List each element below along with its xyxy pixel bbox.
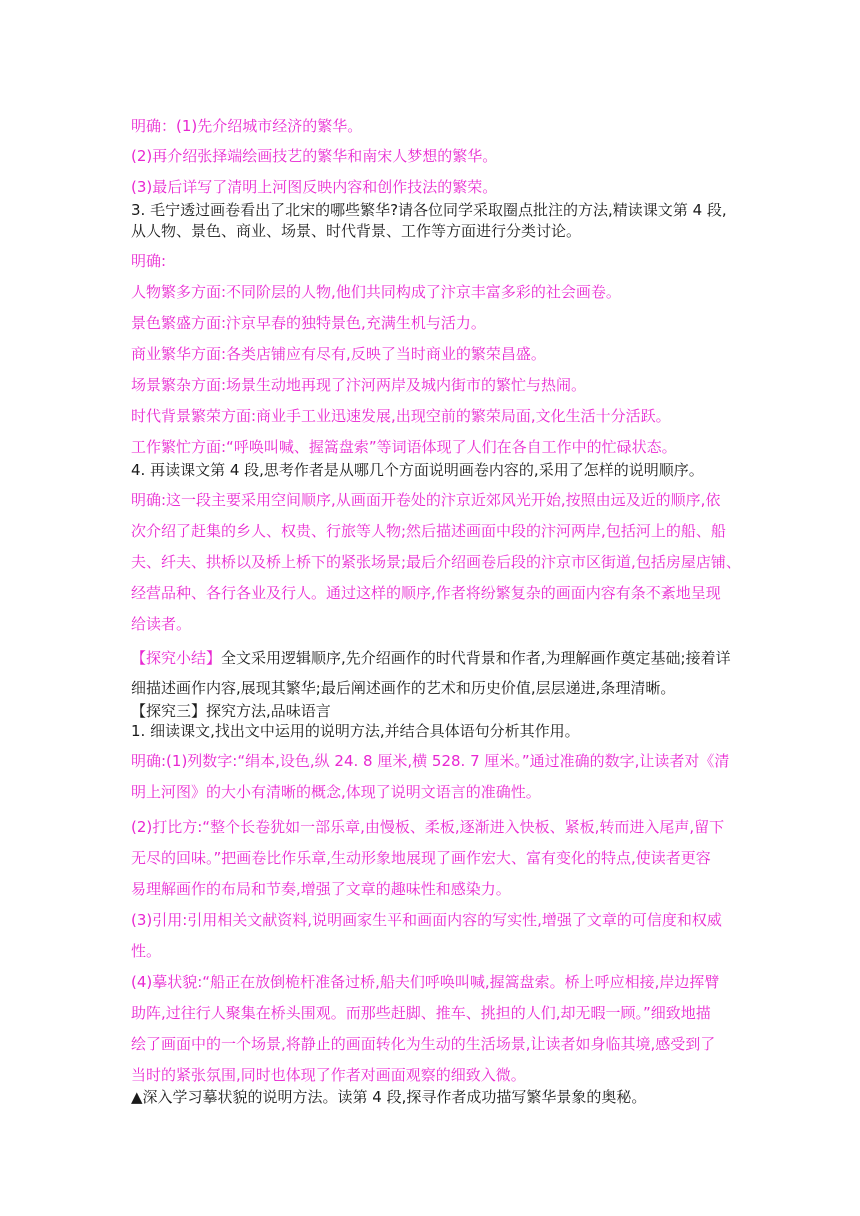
- answer-line: 商业繁华方面:各类店铺应有尽有,反映了当时商业的繁荣昌盛。: [131, 345, 546, 363]
- answer-line: 明确:(1)列数字:“绢本,设色,纵 24. 8 厘米,横 528. 7 厘米。”通过准确的数字,让读者对《清: [131, 752, 730, 770]
- answer-line: 给读者。: [131, 615, 192, 633]
- answer-line: 性。: [131, 942, 162, 960]
- question-line: 4. 再读课文第 4 段,思考作者是从哪几个方面说明画卷内容的,采用了怎样的说明顺序。: [131, 461, 704, 479]
- instruction-line: ▲深入学习摹状貌的说明方法。读第 4 段,探寻作者成功描写繁华景象的奥秘。: [131, 1088, 647, 1106]
- answer-line: 景色繁盛方面:汴京早春的独特景色,充满生机与活力。: [131, 314, 486, 332]
- question-line: 3. 毛宁透过画卷看出了北宋的哪些繁华?请各位同学采取圈点批注的方法,精读课文第 4 段,: [131, 201, 727, 219]
- answer-line: (3)引用:引用相关文献资料,说明画家生平和画面内容的写实性,增强了文章的可信度和权威: [131, 911, 722, 929]
- answer-line: (2)打比方:“整个长卷犹如一部乐章,由慢板、柔板,逐渐进入快板、紧板,转而进入尾声,留下: [131, 818, 725, 836]
- answer-line: 助阵,过往行人聚集在桥头围观。而那些赶脚、推车、挑担的人们,却无暇一顾。”细致地描: [131, 1004, 711, 1022]
- question-line: 1. 细读课文,找出文中运用的说明方法,并结合具体语句分析其作用。: [131, 722, 580, 740]
- answer-line: 人物繁多方面:不同阶层的人物,他们共同构成了汴京丰富多彩的社会画卷。: [131, 283, 621, 301]
- answer-line: 明确：(1)先介绍城市经济的繁华。: [131, 117, 363, 135]
- answer-line: 夫、纤夫、拱桥以及桥上桥下的紧张场景;最后介绍画卷后段的汴京市区街道,包括房屋店铺、: [131, 553, 741, 571]
- answer-line: 明确:这一段主要采用空间顺序,从画面开卷处的汴京近郊风光开始,按照由远及近的顺序,依: [131, 491, 721, 509]
- answer-line: 无尽的回味。”把画卷比作乐章,生动形象地展现了画作宏大、富有变化的特点,使读者更容: [131, 849, 711, 867]
- section-heading: 【探究三】探究方法,品味语言: [131, 702, 331, 720]
- answer-line: 经营品种、各行各业及行人。通过这样的顺序,作者将纷繁复杂的画面内容有条不紊地呈现: [131, 584, 721, 602]
- answer-line: (3)最后详写了清明上河图反映内容和创作技法的繁荣。: [131, 178, 498, 196]
- answer-line: 易理解画作的布局和节奏,增强了文章的趣味性和感染力。: [131, 880, 511, 898]
- summary-text: 全文采用逻辑顺序,先介绍画作的时代背景和作者,为理解画作奠定基础;接着详: [221, 649, 731, 667]
- summary-line: 细描述画作内容,展现其繁华;最后阐述画作的艺术和历史价值,层层递进,条理清晰。: [131, 679, 676, 697]
- answer-line: (2)再介绍张择端绘画技艺的繁华和南宋人梦想的繁华。: [131, 147, 498, 165]
- answer-line: 绘了画面中的一个场景,将静止的画面转化为生动的生活场景,让读者如身临其境,感受到了: [131, 1035, 716, 1053]
- question-line: 从人物、景色、商业、场景、时代背景、工作等方面进行分类讨论。: [131, 222, 582, 240]
- answer-line: 明上河图》的大小有清晰的概念,体现了说明文语言的准确性。: [131, 783, 541, 801]
- summary-line: [131, 648, 731, 668]
- answer-line: 次介绍了赶集的乡人、权贵、行旅等人物;然后描述画面中段的汴河两岸,包括河上的船、船: [131, 522, 726, 540]
- answer-line: 明确:: [131, 252, 167, 270]
- answer-line: 时代背景繁荣方面:商业手工业迅速发展,出现空前的繁荣局面,文化生活十分活跃。: [131, 407, 671, 425]
- answer-line: (4)摹状貌:“船正在放倒桅杆准备过桥,船夫们呼唤叫喊,握篙盘索。桥上呼应相接,岸边挥臂: [131, 973, 720, 991]
- answer-line: 场景繁杂方面:场景生动地再现了汴河两岸及城内街市的繁忙与热闹。: [131, 376, 587, 394]
- summary-tag: 【探究小结】: [131, 649, 222, 667]
- answer-line: 当时的紧张氛围,同时也体现了作者对画面观察的细致入微。: [131, 1066, 526, 1084]
- answer-line: 工作繁忙方面:“呼唤叫喊、握篙盘索”等词语体现了人们在各自工作中的忙碌状态。: [131, 438, 677, 456]
